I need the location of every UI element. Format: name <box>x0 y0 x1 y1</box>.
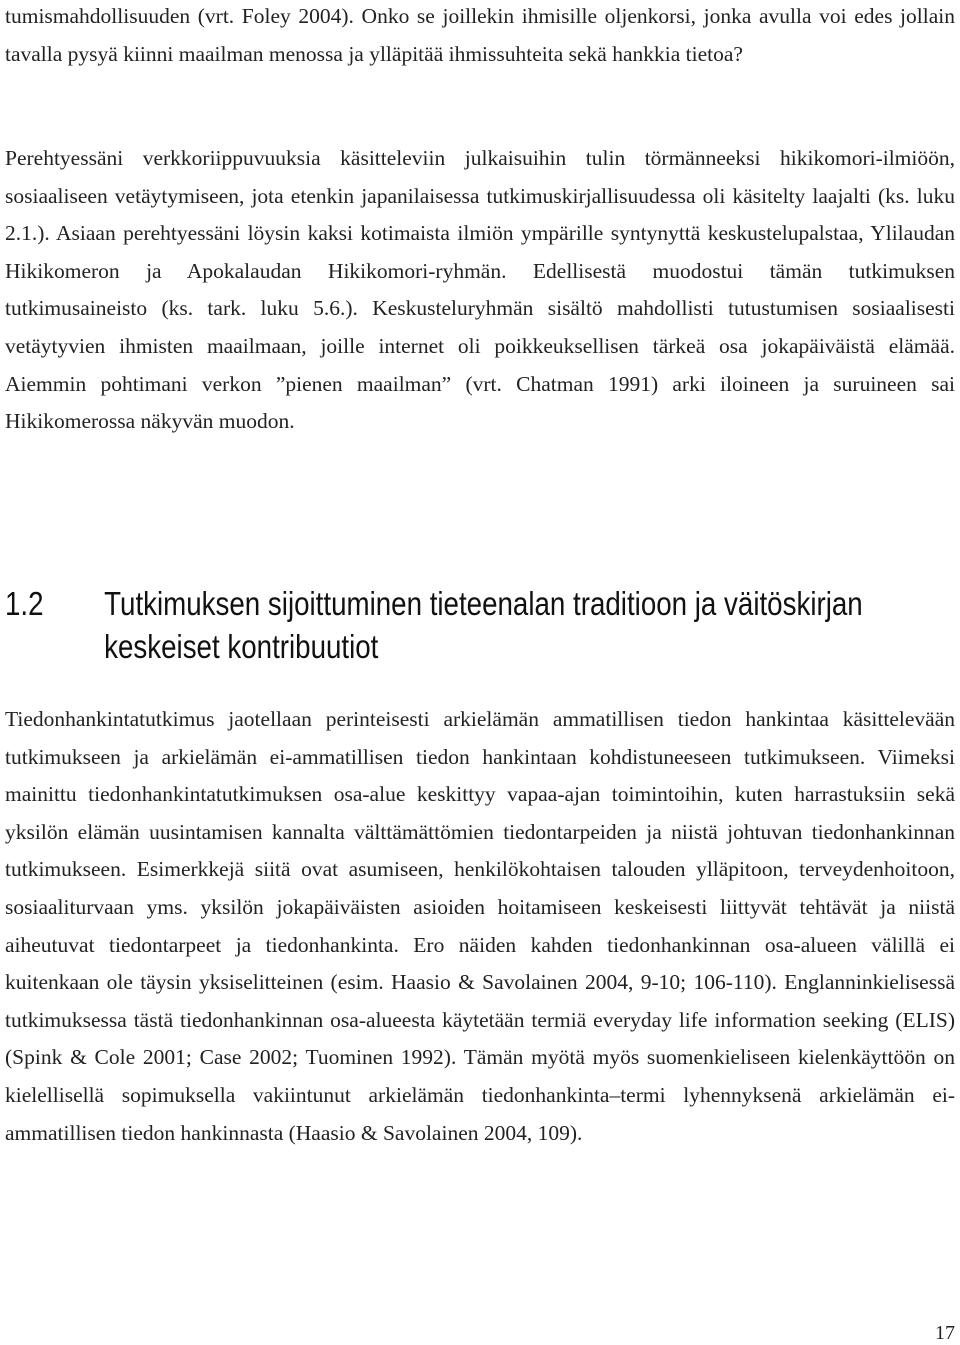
section-heading <box>5 582 954 668</box>
section-title-line1: Tutkimuksen sijoittuminen tieteenalan traditioon ja väitöskirjan <box>104 585 863 622</box>
section-number: 1.2 <box>5 585 44 622</box>
paragraph-information-seeking: Tiedonhankintatutkimus jaotellaan perinteisesti arkielämän ammatillisen tiedon hankintaa käsittelevään tutkimukseen ja arkielämän ei-ammatillisen tiedon hankintaan kohdistuneeseen tutkimukseen. Viimeksi mainittu tiedonhankintatutkimuksen osa-alue keskittyy vapaa-ajan toimintoihin, kuten harrastuksiin sekä yksilön elämän uusintamisen kannalta välttämättömien tiedontarpeiden ja niistä johtuvan tiedonhankinnan tutkimukseen. Esimerkkejä siitä ovat asumiseen, henkilökohtaisen talouden ylläpitoon, terveydenhoitoon, sosiaaliturvaan yms. yksilön jokapäiväisten asioiden hoitamiseen keskeisesti liittyvät tehtävät ja niistä aiheutuvat tiedontarpeet ja tiedonhankinta. Ero näiden kahden tiedonhankinnan osa-alueen välillä ei kuitenkaan ole täysin yksiselitteinen (esim. Haasio & Savolainen 2004, 9-10; 106-110). Englanninkielisessä tutkimuksessa tästä tiedonhankinnan osa-alueesta käytetään termiä everyday life information seeking (ELIS) (Spink & Cole 2001; Case 2002; Tuominen 1992). Tämän myötä myös suomenkieliseen kielenkäyttöön on kielellisellä sopimuksella vakiintunut arkielämän tiedonhankinta–termi lyhennyksenä arkielämän ei-ammatillisen tiedon hankinnasta (Haasio & Savolainen 2004, 109). <box>5 707 955 1145</box>
page-number: 17 <box>935 1322 955 1344</box>
section-title-line2: keskeiset kontribuutiot <box>104 628 379 665</box>
paragraph-intro: tumismahdollisuuden (vrt. Foley 2004). Onko se joillekin ihmisille oljenkorsi, jonka avulla voi edes jollain tavalla pysyä kiinni maailman menossa ja ylläpitää ihmissuhteita sekä hankkia tietoa? <box>5 4 955 66</box>
paragraph-background: Perehtyessäni verkkoriippuvuuksia käsitteleviin julkaisuihin tulin törmänneeksi hikikomori-ilmiöön, sosiaaliseen vetäytymiseen, jota etenkin japanilaisessa tutkimuskirjallisuudessa oli käsitelty laajalti (ks. luku 2.1.). Asiaan perehtyessäni löysin kaksi kotimaista ilmiön ympärille syntynyttä keskustelupalstaa, Ylilaudan Hikikomeron ja Apokalaudan Hikikomori-ryhmän. Edellisestä muodostui tämän tutkimuksen tutkimusaineisto (ks. tark. luku 5.6.). Keskusteluryhmän sisältö mahdollisti tutustumisen sosiaalisesti vetäytyvien ihmisten maailmaan, joille internet oli poikkeuksellisen tärkeä osa jokapäiväistä elämää. Aiemmin pohtimani verkon ”pienen maailman” (vrt. Chatman 1991) arki iloineen ja suruineen sai Hikikomerossa näkyvän muodon. <box>5 146 955 434</box>
